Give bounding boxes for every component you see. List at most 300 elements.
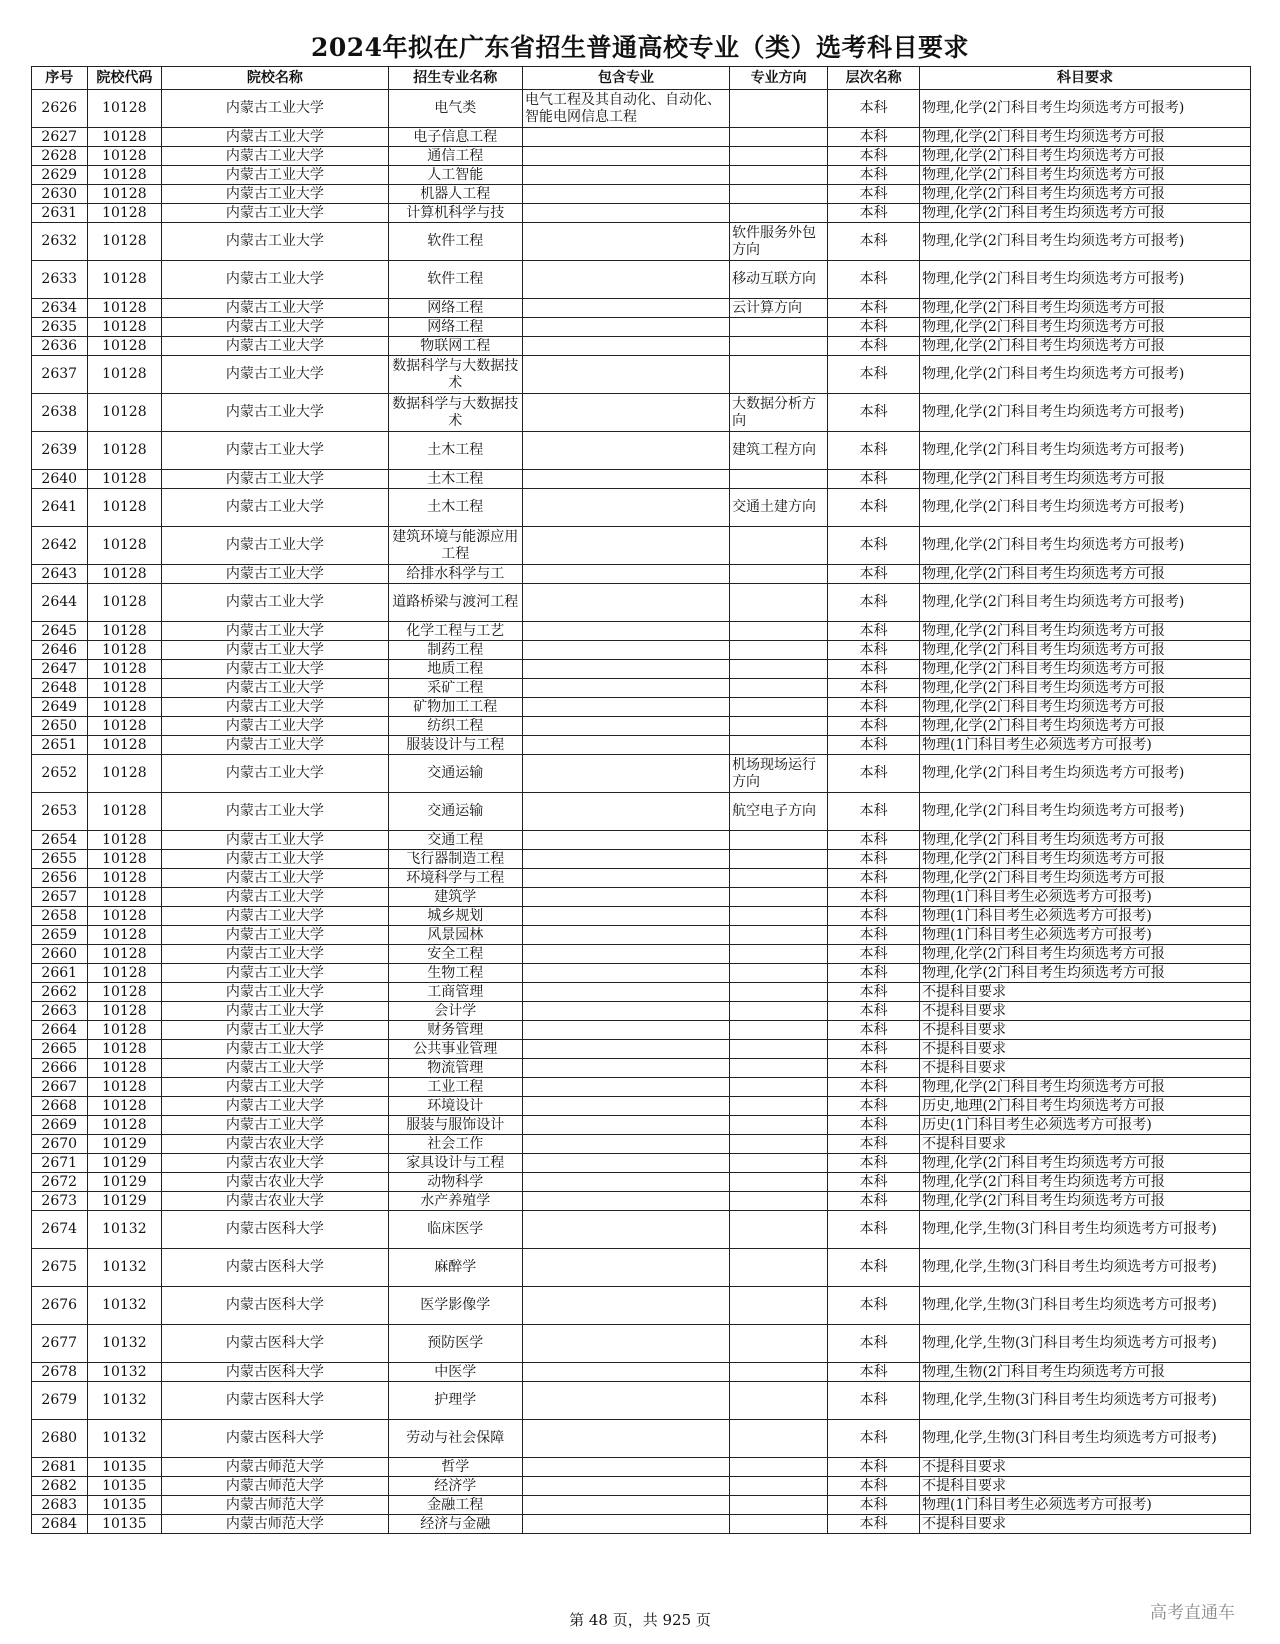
cell-direction (730, 166, 828, 185)
cell-code: 10132 (87, 1325, 162, 1363)
cell-level: 本科 (828, 356, 920, 394)
cell-subjects: 不提科目要求 (920, 983, 1251, 1002)
cell-level: 本科 (828, 736, 920, 755)
table-row (32, 793, 1251, 831)
cell-subjects: 物理,化学(2门科目考生均须选考方可报 (920, 147, 1251, 166)
cell-includes (522, 527, 729, 565)
cell-school: 内蒙古工业大学 (162, 717, 388, 736)
cell-code: 10132 (87, 1363, 162, 1382)
cell-school: 内蒙古医科大学 (162, 1420, 388, 1458)
cell-subjects: 物理,化学,生物(3门科目考生均须选考方可报考) (920, 1420, 1251, 1458)
cell-major: 护理学 (388, 1382, 522, 1420)
cell-includes (522, 1173, 729, 1192)
cell-seq: 2659 (32, 926, 88, 945)
cell-includes (522, 356, 729, 394)
cell-major: 交通工程 (388, 831, 522, 850)
cell-level: 本科 (828, 299, 920, 318)
cell-code: 10128 (87, 1040, 162, 1059)
table-row (32, 527, 1251, 565)
cell-subjects: 物理,化学(2门科目考生均须选考方可报考) (920, 432, 1251, 470)
cell-subjects: 物理,化学(2门科目考生均须选考方可报考) (920, 90, 1251, 128)
cell-level: 本科 (828, 945, 920, 964)
cell-school: 内蒙古工业大学 (162, 641, 388, 660)
cell-code: 10128 (87, 527, 162, 565)
cell-includes (522, 907, 729, 926)
cell-major: 工商管理 (388, 983, 522, 1002)
cell-includes (522, 1477, 729, 1496)
table-row (32, 679, 1251, 698)
cell-seq: 2678 (32, 1363, 88, 1382)
cell-school: 内蒙古工业大学 (162, 565, 388, 584)
cell-major: 工业工程 (388, 1078, 522, 1097)
cell-subjects: 物理,化学,生物(3门科目考生均须选考方可报考) (920, 1249, 1251, 1287)
cell-school: 内蒙古工业大学 (162, 337, 388, 356)
cell-code: 10128 (87, 850, 162, 869)
cell-code: 10132 (87, 1382, 162, 1420)
cell-includes (522, 926, 729, 945)
cell-direction (730, 204, 828, 223)
cell-major: 建筑环境与能源应用工程 (388, 527, 522, 565)
table-row (32, 622, 1251, 641)
cell-school: 内蒙古工业大学 (162, 299, 388, 318)
cell-code: 10129 (87, 1135, 162, 1154)
cell-includes (522, 1363, 729, 1382)
cell-includes: 电气工程及其自动化、自动化、智能电网信息工程 (522, 90, 729, 128)
table-row (32, 717, 1251, 736)
cell-code: 10129 (87, 1173, 162, 1192)
cell-school: 内蒙古工业大学 (162, 888, 388, 907)
cell-direction (730, 356, 828, 394)
cell-includes (522, 261, 729, 299)
cell-seq: 2670 (32, 1135, 88, 1154)
cell-code: 10128 (87, 964, 162, 983)
cell-level: 本科 (828, 128, 920, 147)
cell-code: 10128 (87, 565, 162, 584)
cell-includes (522, 1097, 729, 1116)
cell-direction (730, 1496, 828, 1515)
cell-includes (522, 185, 729, 204)
cell-direction (730, 1192, 828, 1211)
table-row (32, 1154, 1251, 1173)
cell-level: 本科 (828, 337, 920, 356)
cell-school: 内蒙古工业大学 (162, 432, 388, 470)
cell-code: 10128 (87, 679, 162, 698)
cell-code: 10128 (87, 1097, 162, 1116)
cell-includes (522, 1059, 729, 1078)
cell-school: 内蒙古工业大学 (162, 261, 388, 299)
cell-subjects: 不提科目要求 (920, 1458, 1251, 1477)
cell-subjects: 物理,化学(2门科目考生均须选考方可报 (920, 717, 1251, 736)
cell-code: 10135 (87, 1458, 162, 1477)
cell-includes (522, 1154, 729, 1173)
cell-seq: 2653 (32, 793, 88, 831)
cell-includes (522, 698, 729, 717)
cell-code: 10128 (87, 907, 162, 926)
cell-direction (730, 1477, 828, 1496)
cell-major: 土木工程 (388, 489, 522, 527)
cell-subjects: 物理,化学(2门科目考生均须选考方可报 (920, 945, 1251, 964)
cell-code: 10128 (87, 337, 162, 356)
cell-direction (730, 1097, 828, 1116)
cell-seq: 2647 (32, 660, 88, 679)
cell-includes (522, 1211, 729, 1249)
cell-level: 本科 (828, 204, 920, 223)
cell-seq: 2633 (32, 261, 88, 299)
cell-seq: 2651 (32, 736, 88, 755)
cell-seq: 2675 (32, 1249, 88, 1287)
cell-includes (522, 489, 729, 527)
cell-major: 土木工程 (388, 432, 522, 470)
cell-subjects: 不提科目要求 (920, 1002, 1251, 1021)
cell-school: 内蒙古师范大学 (162, 1477, 388, 1496)
cell-includes (522, 128, 729, 147)
cell-direction (730, 1173, 828, 1192)
cell-school: 内蒙古工业大学 (162, 1059, 388, 1078)
cell-includes (522, 1249, 729, 1287)
cell-school: 内蒙古医科大学 (162, 1211, 388, 1249)
cell-school: 内蒙古工业大学 (162, 850, 388, 869)
cell-subjects: 物理,化学(2门科目考生均须选考方可报 (920, 660, 1251, 679)
table-row (32, 755, 1251, 793)
cell-major: 中医学 (388, 1363, 522, 1382)
cell-code: 10128 (87, 356, 162, 394)
cell-subjects: 物理(1门科目考生必须选考方可报考) (920, 888, 1251, 907)
cell-level: 本科 (828, 432, 920, 470)
cell-direction (730, 926, 828, 945)
table-row (32, 1477, 1251, 1496)
cell-includes (522, 166, 729, 185)
cell-level: 本科 (828, 622, 920, 641)
cell-includes (522, 622, 729, 641)
cell-school: 内蒙古工业大学 (162, 185, 388, 204)
cell-major: 金融工程 (388, 1496, 522, 1515)
cell-school: 内蒙古工业大学 (162, 128, 388, 147)
cell-code: 10128 (87, 888, 162, 907)
cell-subjects: 物理(1门科目考生必须选考方可报考) (920, 926, 1251, 945)
cell-subjects: 历史(1门科目考生必须选考方可报考) (920, 1116, 1251, 1135)
cell-code: 10128 (87, 166, 162, 185)
cell-level: 本科 (828, 90, 920, 128)
cell-includes (522, 1078, 729, 1097)
cell-school: 内蒙古工业大学 (162, 1097, 388, 1116)
col-header-includes: 包含专业 (522, 67, 729, 90)
col-header-major: 招生专业名称 (388, 67, 522, 90)
cell-includes (522, 983, 729, 1002)
cell-subjects: 物理,化学(2门科目考生均须选考方可报考) (920, 394, 1251, 432)
cell-level: 本科 (828, 1135, 920, 1154)
cell-level: 本科 (828, 717, 920, 736)
cell-includes (522, 831, 729, 850)
table-row (32, 128, 1251, 147)
table-row (32, 698, 1251, 717)
cell-seq: 2628 (32, 147, 88, 166)
cell-school: 内蒙古工业大学 (162, 964, 388, 983)
cell-subjects: 物理(1门科目考生必须选考方可报考) (920, 736, 1251, 755)
cell-direction (730, 1116, 828, 1135)
cell-level: 本科 (828, 1249, 920, 1287)
table-row (32, 1135, 1251, 1154)
cell-subjects: 物理,化学(2门科目考生均须选考方可报考) (920, 261, 1251, 299)
table-row (32, 907, 1251, 926)
cell-seq: 2660 (32, 945, 88, 964)
cell-school: 内蒙古工业大学 (162, 622, 388, 641)
cell-major: 计算机科学与技 (388, 204, 522, 223)
cell-level: 本科 (828, 1211, 920, 1249)
cell-level: 本科 (828, 1097, 920, 1116)
cell-seq: 2665 (32, 1040, 88, 1059)
cell-seq: 2639 (32, 432, 88, 470)
cell-major: 矿物加工工程 (388, 698, 522, 717)
cell-seq: 2658 (32, 907, 88, 926)
cell-school: 内蒙古工业大学 (162, 1116, 388, 1135)
cell-code: 10128 (87, 128, 162, 147)
cell-level: 本科 (828, 660, 920, 679)
cell-code: 10128 (87, 1059, 162, 1078)
cell-level: 本科 (828, 166, 920, 185)
table-body (32, 90, 1251, 1534)
cell-subjects: 物理,化学(2门科目考生均须选考方可报 (920, 337, 1251, 356)
table-row (32, 318, 1251, 337)
cell-code: 10128 (87, 945, 162, 964)
cell-major: 环境设计 (388, 1097, 522, 1116)
cell-seq: 2643 (32, 565, 88, 584)
cell-major: 预防医学 (388, 1325, 522, 1363)
cell-includes (522, 204, 729, 223)
cell-major: 环境科学与工程 (388, 869, 522, 888)
cell-includes (522, 1192, 729, 1211)
cell-code: 10128 (87, 641, 162, 660)
cell-level: 本科 (828, 1116, 920, 1135)
cell-subjects: 不提科目要求 (920, 1477, 1251, 1496)
cell-seq: 2629 (32, 166, 88, 185)
cell-seq: 2679 (32, 1382, 88, 1420)
cell-subjects: 不提科目要求 (920, 1021, 1251, 1040)
cell-major: 飞行器制造工程 (388, 850, 522, 869)
cell-seq: 2684 (32, 1515, 88, 1534)
cell-includes (522, 1287, 729, 1325)
table-row (32, 1420, 1251, 1458)
cell-includes (522, 964, 729, 983)
cell-school: 内蒙古农业大学 (162, 1192, 388, 1211)
cell-direction (730, 1059, 828, 1078)
cell-major: 网络工程 (388, 299, 522, 318)
cell-major: 地质工程 (388, 660, 522, 679)
cell-major: 临床医学 (388, 1211, 522, 1249)
cell-school: 内蒙古工业大学 (162, 945, 388, 964)
cell-seq: 2672 (32, 1173, 88, 1192)
table-row (32, 1192, 1251, 1211)
cell-seq: 2676 (32, 1287, 88, 1325)
table-row (32, 945, 1251, 964)
table-row (32, 869, 1251, 888)
cell-major: 社会工作 (388, 1135, 522, 1154)
cell-level: 本科 (828, 1477, 920, 1496)
cell-direction (730, 1211, 828, 1249)
cell-level: 本科 (828, 584, 920, 622)
cell-level: 本科 (828, 318, 920, 337)
cell-seq: 2666 (32, 1059, 88, 1078)
cell-seq: 2636 (32, 337, 88, 356)
cell-direction (730, 850, 828, 869)
cell-code: 10128 (87, 489, 162, 527)
cell-direction (730, 679, 828, 698)
table-row (32, 204, 1251, 223)
cell-includes (522, 1458, 729, 1477)
table-row (32, 1211, 1251, 1249)
page-title: 2024年拟在广东省招生普通高校专业（类）选考科目要求 (310, 33, 970, 62)
cell-seq: 2644 (32, 584, 88, 622)
cell-direction (730, 698, 828, 717)
cell-level: 本科 (828, 489, 920, 527)
cell-level: 本科 (828, 261, 920, 299)
watermark-label: 高考直通车 (1150, 1603, 1235, 1623)
cell-direction (730, 736, 828, 755)
cell-direction (730, 660, 828, 679)
table-row (32, 1325, 1251, 1363)
cell-seq: 2674 (32, 1211, 88, 1249)
cell-level: 本科 (828, 1325, 920, 1363)
cell-direction (730, 641, 828, 660)
cell-seq: 2645 (32, 622, 88, 641)
cell-code: 10128 (87, 261, 162, 299)
cell-direction: 移动互联方向 (730, 261, 828, 299)
table-row (32, 1496, 1251, 1515)
cell-direction (730, 622, 828, 641)
table-row (32, 470, 1251, 489)
cell-seq: 2681 (32, 1458, 88, 1477)
cell-includes (522, 565, 729, 584)
table-row (32, 147, 1251, 166)
cell-school: 内蒙古工业大学 (162, 736, 388, 755)
cell-code: 10129 (87, 1192, 162, 1211)
table-row (32, 1059, 1251, 1078)
table-row (32, 261, 1251, 299)
cell-major: 电气类 (388, 90, 522, 128)
page-footer: 第 48 页，共 925 页 (569, 1611, 711, 1629)
cell-code: 10128 (87, 736, 162, 755)
cell-direction (730, 318, 828, 337)
cell-major: 电子信息工程 (388, 128, 522, 147)
cell-major: 哲学 (388, 1458, 522, 1477)
cell-direction: 大数据分析方向 (730, 394, 828, 432)
cell-level: 本科 (828, 565, 920, 584)
cell-direction (730, 1458, 828, 1477)
cell-code: 10135 (87, 1477, 162, 1496)
cell-subjects: 物理,化学,生物(3门科目考生均须选考方可报考) (920, 1287, 1251, 1325)
cell-seq: 2683 (32, 1496, 88, 1515)
cell-includes (522, 736, 729, 755)
requirements-table (31, 66, 1251, 1534)
cell-major: 制药工程 (388, 641, 522, 660)
cell-subjects: 物理,化学(2门科目考生均须选考方可报 (920, 698, 1251, 717)
cell-seq: 2649 (32, 698, 88, 717)
col-header-direction: 专业方向 (730, 67, 828, 90)
cell-code: 10128 (87, 983, 162, 1002)
cell-major: 麻醉学 (388, 1249, 522, 1287)
cell-major: 会计学 (388, 1002, 522, 1021)
cell-direction (730, 1515, 828, 1534)
table-row (32, 223, 1251, 261)
cell-school: 内蒙古师范大学 (162, 1496, 388, 1515)
cell-subjects: 物理(1门科目考生必须选考方可报考) (920, 1496, 1251, 1515)
cell-subjects: 物理,化学(2门科目考生均须选考方可报 (920, 831, 1251, 850)
cell-major: 人工智能 (388, 166, 522, 185)
cell-code: 10129 (87, 1154, 162, 1173)
cell-school: 内蒙古工业大学 (162, 204, 388, 223)
cell-subjects: 物理,化学(2门科目考生均须选考方可报 (920, 679, 1251, 698)
cell-seq: 2641 (32, 489, 88, 527)
table-row (32, 489, 1251, 527)
cell-subjects: 物理(1门科目考生必须选考方可报考) (920, 907, 1251, 926)
table-row (32, 831, 1251, 850)
cell-major: 风景园林 (388, 926, 522, 945)
cell-major: 经济与金融 (388, 1515, 522, 1534)
cell-seq: 2654 (32, 831, 88, 850)
cell-includes (522, 1002, 729, 1021)
table-row (32, 356, 1251, 394)
cell-includes (522, 223, 729, 261)
cell-seq: 2667 (32, 1078, 88, 1097)
cell-level: 本科 (828, 1154, 920, 1173)
cell-code: 10128 (87, 717, 162, 736)
cell-level: 本科 (828, 1515, 920, 1534)
cell-level: 本科 (828, 1059, 920, 1078)
cell-school: 内蒙古工业大学 (162, 907, 388, 926)
cell-includes (522, 1135, 729, 1154)
cell-direction (730, 470, 828, 489)
table-row (32, 432, 1251, 470)
cell-includes (522, 1515, 729, 1534)
cell-school: 内蒙古工业大学 (162, 698, 388, 717)
table-row (32, 660, 1251, 679)
cell-major: 物流管理 (388, 1059, 522, 1078)
cell-code: 10128 (87, 299, 162, 318)
cell-direction: 交通土建方向 (730, 489, 828, 527)
cell-seq: 2668 (32, 1097, 88, 1116)
cell-includes (522, 470, 729, 489)
cell-seq: 2669 (32, 1116, 88, 1135)
cell-seq: 2650 (32, 717, 88, 736)
cell-direction (730, 128, 828, 147)
cell-direction (730, 337, 828, 356)
cell-major: 数据科学与大数据技术 (388, 356, 522, 394)
cell-includes (522, 1420, 729, 1458)
cell-subjects: 物理,化学(2门科目考生均须选考方可报考) (920, 489, 1251, 527)
cell-subjects: 不提科目要求 (920, 1515, 1251, 1534)
cell-seq: 2657 (32, 888, 88, 907)
table-row (32, 1515, 1251, 1534)
cell-code: 10128 (87, 147, 162, 166)
cell-level: 本科 (828, 1496, 920, 1515)
table-row (32, 185, 1251, 204)
cell-code: 10135 (87, 1515, 162, 1534)
cell-major: 软件工程 (388, 223, 522, 261)
cell-school: 内蒙古工业大学 (162, 223, 388, 261)
cell-major: 家具设计与工程 (388, 1154, 522, 1173)
cell-code: 10128 (87, 1002, 162, 1021)
col-header-seq: 序号 (32, 67, 88, 90)
table-row (32, 1363, 1251, 1382)
cell-includes (522, 793, 729, 831)
cell-school: 内蒙古工业大学 (162, 584, 388, 622)
cell-major: 服装与服饰设计 (388, 1116, 522, 1135)
cell-seq: 2637 (32, 356, 88, 394)
cell-major: 化学工程与工艺 (388, 622, 522, 641)
cell-subjects: 不提科目要求 (920, 1135, 1251, 1154)
cell-subjects: 不提科目要求 (920, 1040, 1251, 1059)
cell-includes (522, 394, 729, 432)
cell-seq: 2682 (32, 1477, 88, 1496)
